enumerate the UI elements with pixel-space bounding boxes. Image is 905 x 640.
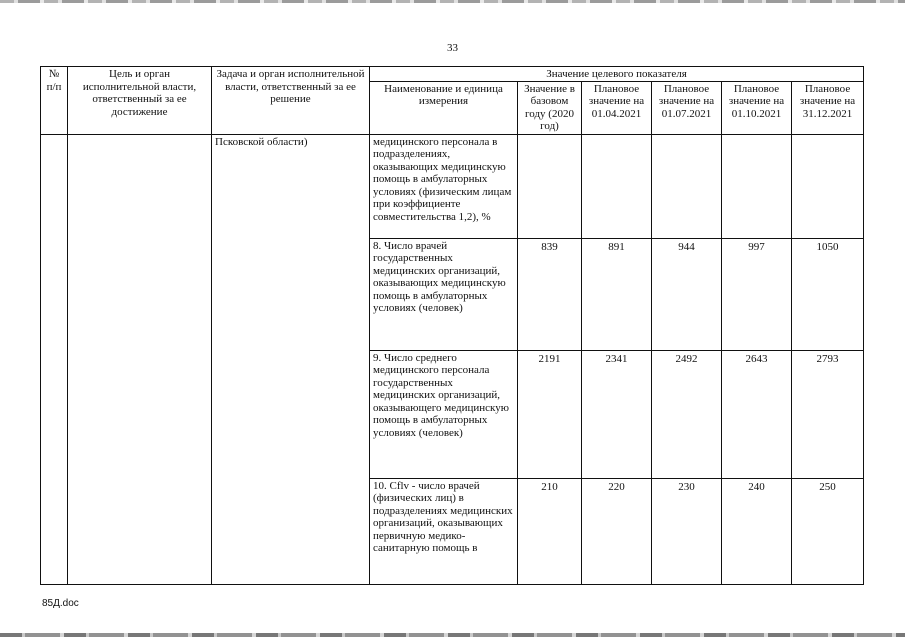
plan-q4-cell — [792, 134, 864, 238]
header-plan-q3: Плановое значение на 01.10.2021 — [722, 81, 792, 134]
base-value-cell: 2191 — [518, 350, 582, 478]
plan-q2-cell: 2492 — [652, 350, 722, 478]
plan-q3-cell — [722, 134, 792, 238]
indicator-cell: 9. Число среднего медицинского персонала государственных медицинских организаций, оказывающего медицинскую помощь в амбулаторных условиях (человек) — [370, 350, 518, 478]
plan-q2-cell: 944 — [652, 238, 722, 350]
row-num-cell — [41, 134, 68, 584]
plan-q3-cell: 2643 — [722, 350, 792, 478]
header-plan-q4: Плановое значение на 31.12.2021 — [792, 81, 864, 134]
plan-q2-cell: 230 — [652, 478, 722, 584]
base-value-cell — [518, 134, 582, 238]
row-task-cell: Псковской области) — [212, 134, 370, 584]
header-task: Задача и орган исполнительной власти, ответственный за ее решение — [212, 67, 370, 135]
plan-q1-cell — [582, 134, 652, 238]
plan-q3-cell: 240 — [722, 478, 792, 584]
plan-q1-cell: 220 — [582, 478, 652, 584]
target-indicators-table — [40, 66, 864, 585]
header-indicator: Наименование и единица измерения — [370, 81, 518, 134]
header-plan-q2: Плановое значение на 01.07.2021 — [652, 81, 722, 134]
plan-q4-cell: 250 — [792, 478, 864, 584]
header-base-value: Значение в базовом году (2020 год) — [518, 81, 582, 134]
header-target-group: Значение целевого показателя — [370, 67, 864, 82]
page-number: 33 — [447, 42, 458, 54]
table-row — [41, 134, 864, 238]
plan-q3-cell: 997 — [722, 238, 792, 350]
header-plan-q1: Плановое значение на 01.04.2021 — [582, 81, 652, 134]
plan-q1-cell: 2341 — [582, 350, 652, 478]
indicator-cell: 8. Число врачей государственных медицинских организаций, оказывающих медицинскую помощь в амбулаторных условиях (человек) — [370, 238, 518, 350]
plan-q2-cell — [652, 134, 722, 238]
header-goal: Цель и орган исполнительной власти, ответственный за ее достижение — [68, 67, 212, 135]
row-goal-cell — [68, 134, 212, 584]
scan-edge-top — [0, 0, 905, 3]
plan-q4-cell: 1050 — [792, 238, 864, 350]
header-row-top — [41, 67, 864, 82]
plan-q1-cell: 891 — [582, 238, 652, 350]
footer-filename: 85Д.doc — [42, 598, 79, 609]
plan-q4-cell: 2793 — [792, 350, 864, 478]
indicator-cell: медицинского персонала в подразделениях, оказывающих медицинскую помощь в амбулаторных условиях (физическим лицам при коэффициенте совместительства 1,2), % — [370, 134, 518, 238]
indicator-cell: 10. Cflv - число врачей (физических лиц) в подразделениях медицинских организаций, оказывающих первичную медико-санитарную помощь в — [370, 478, 518, 584]
header-num: № п/п — [41, 67, 68, 135]
base-value-cell: 210 — [518, 478, 582, 584]
scan-edge-bottom — [0, 633, 905, 637]
base-value-cell: 839 — [518, 238, 582, 350]
